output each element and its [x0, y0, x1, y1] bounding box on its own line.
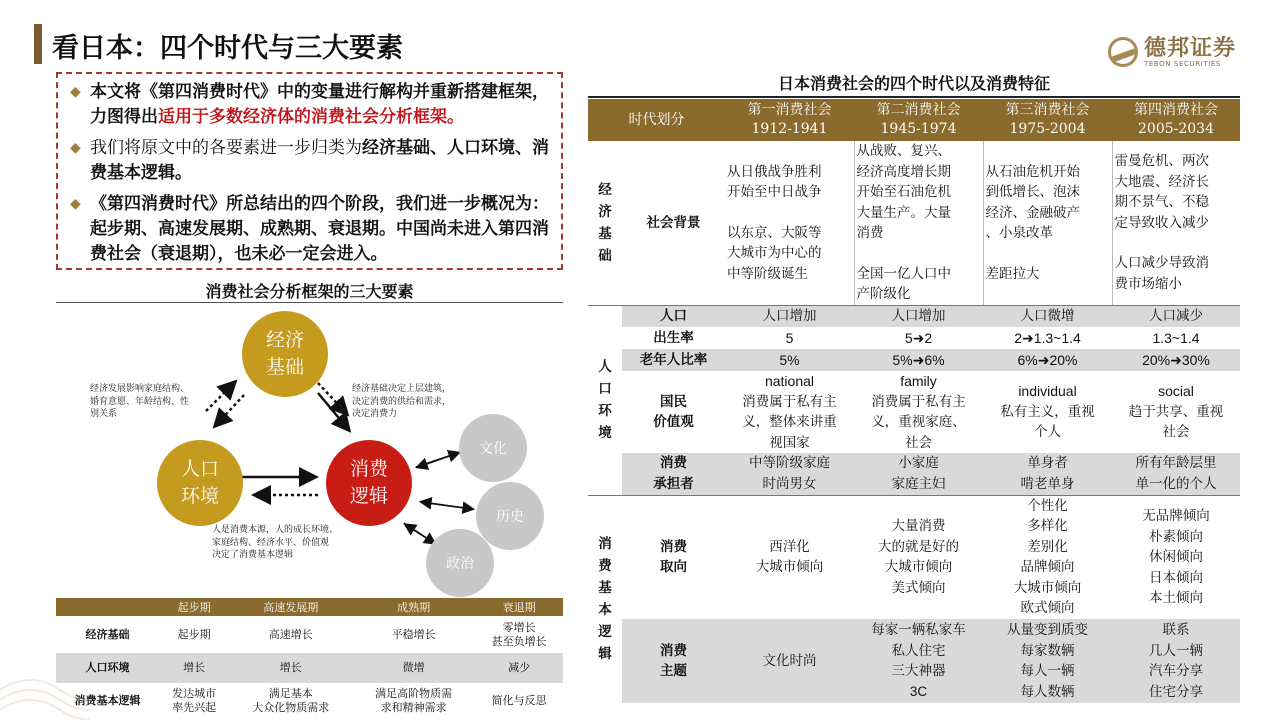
pop-label-2: 环境 — [180, 485, 219, 507]
cell-line: 社会 — [1162, 424, 1190, 441]
cell-line: 期不景气、不稳 — [1114, 194, 1209, 211]
japan-table-top-rule — [588, 96, 1240, 98]
cell-line: family — [900, 373, 937, 389]
population-circle — [157, 440, 243, 526]
cell-line: 西洋化 — [769, 538, 810, 555]
cell-line: 啃老单身 — [1020, 475, 1075, 492]
cell-line: 品牌倾向 — [1020, 559, 1075, 576]
cell-line: 大量生产。大量 — [856, 204, 951, 221]
cell-line: 消费 — [856, 225, 884, 241]
history-circle: 历史 — [476, 482, 544, 550]
cell-line: 本土倾向 — [1149, 590, 1203, 606]
cell-line: 义，重视家庭、 — [871, 414, 966, 430]
pop-label-1: 人口 — [180, 458, 219, 480]
cell-line: 中等阶级家庭 — [749, 455, 830, 472]
cell-line: 文化时尚 — [762, 652, 817, 669]
cell-line: 经济高度增长期 — [856, 163, 951, 180]
cell-line: 休闲倾向 — [1149, 549, 1203, 565]
table-row: 出生率 5 5➜2 2➜1.3~1.4 1.3~1.4 — [653, 329, 1200, 346]
page-title: 看日本：四个时代与三大要素 — [52, 33, 403, 64]
cell-line: 3C — [909, 683, 928, 699]
group-consumption-logic: 消 费 基 本 逻 辑 — [598, 536, 612, 663]
cell-line: 到低增长、泡沫 — [985, 184, 1080, 200]
cell-line: 义，整体来讲重 — [742, 414, 837, 430]
stages-table-header: 起步期 高速发展期 成熟期 衰退期 — [56, 598, 563, 616]
cell-line: 社会 — [905, 434, 932, 451]
cell-line: 大城市为中心的 — [727, 245, 822, 261]
cell-line: 大量消费 — [891, 518, 946, 535]
cell-line: 联系 — [1162, 622, 1190, 638]
cell-line: 趋于共享、重视 — [1128, 403, 1224, 420]
cell-line — [986, 244, 1110, 264]
econ-base-circle — [242, 311, 328, 397]
summary-box — [56, 72, 563, 270]
cell-line: 每家一辆私家车 — [871, 622, 966, 638]
diamond-bullet-icon: ◆ — [70, 140, 81, 156]
table-row: 国民 价值观 national 消费属于私有主 义，整体来讲重 视国家 family 消费属于私有主 义，重视家庭、 社会 individual 私有主义，重视 个人 social 趋于共享、重视 社会 — [588, 371, 1240, 453]
bullet-2-bold: 经济基础、人口环境、消费基本逻辑。 — [90, 138, 549, 183]
cell-line — [857, 244, 981, 264]
cell-line: social — [1158, 383, 1194, 400]
cell-line: 差别化 — [1027, 538, 1068, 555]
bullet-2-text: 我们将原文中的各要素进一步归类为 — [90, 138, 362, 158]
cell-line: 多样化 — [1027, 518, 1068, 535]
table-row: 消费 主题 文化时尚 每家一辆私家车 私人住宅 三大神器 3C 从量变到质变 每家数辆 每人一辆 每人数辆 联系 几人一辆 汽车分享 住宅分享 — [588, 619, 1240, 703]
table-row: 消费 承担者 中等阶级家庭 时尚男女 小家庭 家庭主妇 单身者 啃老单身 所有年龄层里 单一化的个人 — [588, 453, 1240, 495]
cell-line: 产阶级化 — [856, 286, 911, 302]
cell-line: 定导致收入减少 — [1114, 214, 1209, 231]
cell-line: 差距拉大 — [985, 265, 1040, 282]
diamond-bullet-icon: ◆ — [70, 84, 81, 100]
cell-line: 个性化 — [1027, 497, 1068, 514]
note-pop-to-logic: 人是消费本源，人的成长环境、 家庭结构、经济水平、价值观 决定了消费基本逻辑 — [212, 525, 339, 560]
cell-line: 开始至石油危机 — [856, 184, 951, 200]
cell-line: 单一化的个人 — [1135, 475, 1217, 492]
bullet-1-text: 本文将《第四消费时代》中的变量进行解构并重新搭建框架，力图得出 — [90, 82, 549, 127]
framework-title-rule — [56, 302, 563, 303]
cell-line: 全国一亿人口中 — [856, 265, 951, 282]
cell-line: 消费属于私有主 — [742, 393, 837, 410]
econ-label-1: 经济 — [265, 329, 304, 351]
group-econ-base: 经 济 基 础 — [588, 141, 622, 305]
cell-line: 人口减少导致消 — [1114, 255, 1209, 272]
company-logo — [1108, 36, 1236, 68]
cell-line: 住宅分享 — [1149, 683, 1203, 700]
cell-line: 视国家 — [769, 434, 810, 451]
japan-table-title: 日本消费社会的四个时代以及消费特征 — [777, 74, 1050, 93]
japan-table-header: 时代划分 第一消费社会 1912-1941 第二消费社会 1945-1974 第三消费社会 1975-2004 第四消费社会 2005-2034 — [588, 99, 1240, 141]
econ-label-2: 基础 — [265, 356, 304, 378]
cell-line: 从日俄战争胜利 — [727, 163, 822, 180]
diamond-bullet-icon: ◆ — [70, 196, 81, 212]
cell-line — [727, 203, 852, 223]
cell-line: 雷曼危机、两次 — [1114, 153, 1209, 170]
table-row: 消 费 基 本 逻 辑 消费 取向 西洋化 大城市倾向 大量消费 大的就是好的 大城市倾向 美式倾向 个性化 多样化 差别化 品牌倾向 大城市倾向 欧式倾向 无品牌倾向 朴素倾向 休闲倾向 日本倾向 本土倾向 — [588, 495, 1240, 619]
cell-line: 开始至中日战争 — [727, 184, 822, 200]
cell-line: 美式倾向 — [891, 579, 946, 596]
table-row: 消费基本逻辑 发达城市 率先兴起 满足基本 大众化物质需求 满足高阶物质需 求和精神需求 简化与反思 — [56, 683, 563, 719]
arrow-pop-to-econ — [206, 383, 234, 411]
decorative-wave — [0, 650, 90, 720]
table-row: 经济基础 起步期 高速增长 平稳增长 零增长 甚至负增长 — [56, 616, 563, 653]
cell-line: 私有主义，重视 — [1000, 403, 1095, 420]
cell-line: 每人一辆 — [1020, 663, 1075, 679]
note-econ-to-pop: 经济发展影响家庭结构、 婚育意愿、年龄结构、性 别关系 — [90, 384, 190, 419]
cell-line: 日本倾向 — [1149, 569, 1203, 586]
cell-line: 从量变到质变 — [1007, 622, 1088, 638]
cell-line: 朴素倾向 — [1149, 528, 1203, 545]
cell-line: 从战败、复兴、 — [856, 143, 951, 159]
cell-line: 大的就是好的 — [878, 538, 959, 555]
cell-line: 大城市倾向 — [1013, 579, 1082, 596]
cell-line: 每人数辆 — [1020, 683, 1075, 700]
cell-line: 汽车分享 — [1149, 663, 1203, 679]
note-econ-to-logic: 经济基础决定上层建筑， 决定消费的供给和需求， 决定消费力 — [352, 384, 452, 419]
cell-line — [1115, 233, 1239, 253]
cell-line: 消费属于私有主 — [871, 393, 966, 410]
framework-title: 消费社会分析框架的三大要素 — [205, 282, 414, 301]
cell-line: 中等阶级诞生 — [727, 265, 808, 282]
table-row: 经 济 基 础 社会背景 从日俄战争胜利 开始至中日战争 以东京、大阪等 大城市为中心的 中等阶级诞生 从战败、复兴、 经济高度增长期 开始至石油危机 大量生产。大量 消费 全国一亿人口中 产阶级化 从石油危机开始 到低增长、泡沫 经济、金融破产 、小泉改革 差距拉大 雷曼危机、两次 大地震、经济长 期不景气、不稳 定导致收入减少 人口减少导致消 费市场缩小 — [588, 141, 1240, 305]
cell-line: 大城市倾向 — [755, 559, 824, 576]
cell-line: 经济、金融破产 — [985, 204, 1080, 221]
cell-line: 三大神器 — [891, 663, 946, 679]
logo-text-cn: 德邦证券 — [1143, 35, 1236, 61]
logo-text-en: TEBON SECURITIES — [1143, 60, 1221, 68]
summary-bullet-2 — [70, 136, 551, 186]
logo-icon — [1108, 37, 1138, 67]
cell-line: 私人住宅 — [891, 642, 946, 659]
logic-label-2: 逻辑 — [349, 485, 388, 507]
japan-eras-table — [588, 99, 1240, 703]
logic-label-1: 消费 — [349, 458, 388, 480]
politics-circle: 政治 — [426, 529, 494, 597]
cell-line: 家庭主妇 — [891, 475, 946, 492]
cell-line: 个人 — [1034, 424, 1061, 441]
cell-line: 单身者 — [1027, 455, 1068, 472]
group-population: 人 口 环 境 — [588, 305, 622, 495]
bullet-1-highlight: 适用于多数经济体的消费社会分析框架。 — [158, 107, 464, 127]
stages-table — [56, 598, 563, 719]
cell-line: national — [764, 373, 815, 389]
bullet-3-text: 《第四消费时代》所总结出的四个阶段，我们进一步概况为：起步期、高速发展期、成熟期、衰退期。中国尚未进入第四消费社会（衰退期），也未必一定会进入。 — [90, 194, 549, 264]
cell-line: 小家庭 — [898, 455, 939, 472]
cell-line: 每家数辆 — [1020, 642, 1075, 659]
cell-line: 、小泉改革 — [985, 225, 1053, 241]
cell-line: 时尚男女 — [762, 475, 817, 492]
cell-line: 几人一辆 — [1149, 642, 1203, 659]
cell-line: 大地震、经济长 — [1114, 173, 1209, 190]
cell-line: 大城市倾向 — [884, 559, 953, 576]
arrow-econ-to-pop — [216, 395, 244, 425]
culture-circle: 文化 — [459, 414, 527, 482]
consumption-logic-circle — [326, 440, 412, 526]
table-row: 人 口 环 境 人口 人口增加 人口增加 人口微增 人口减少 — [588, 305, 1240, 327]
title-accent-bar — [34, 24, 42, 64]
summary-bullet-1 — [70, 80, 551, 130]
cell-line: 以东京、大阪等 — [727, 224, 822, 241]
table-row: 人口环境 增长 增长 微增 减少 — [56, 653, 563, 683]
cell-line: 所有年龄层里 — [1135, 455, 1217, 472]
cell-line: 欧式倾向 — [1020, 600, 1075, 617]
cell-line: individual — [1018, 383, 1077, 400]
table-row: 老年人比率 5% 5%➜6% 6%➜20% 20%➜30% — [588, 349, 1240, 371]
cell-line: 无品牌倾向 — [1142, 508, 1210, 524]
summary-bullet-3 — [70, 192, 551, 267]
cell-line: 从石油危机开始 — [985, 163, 1080, 180]
cell-line: 费市场缩小 — [1114, 275, 1182, 292]
